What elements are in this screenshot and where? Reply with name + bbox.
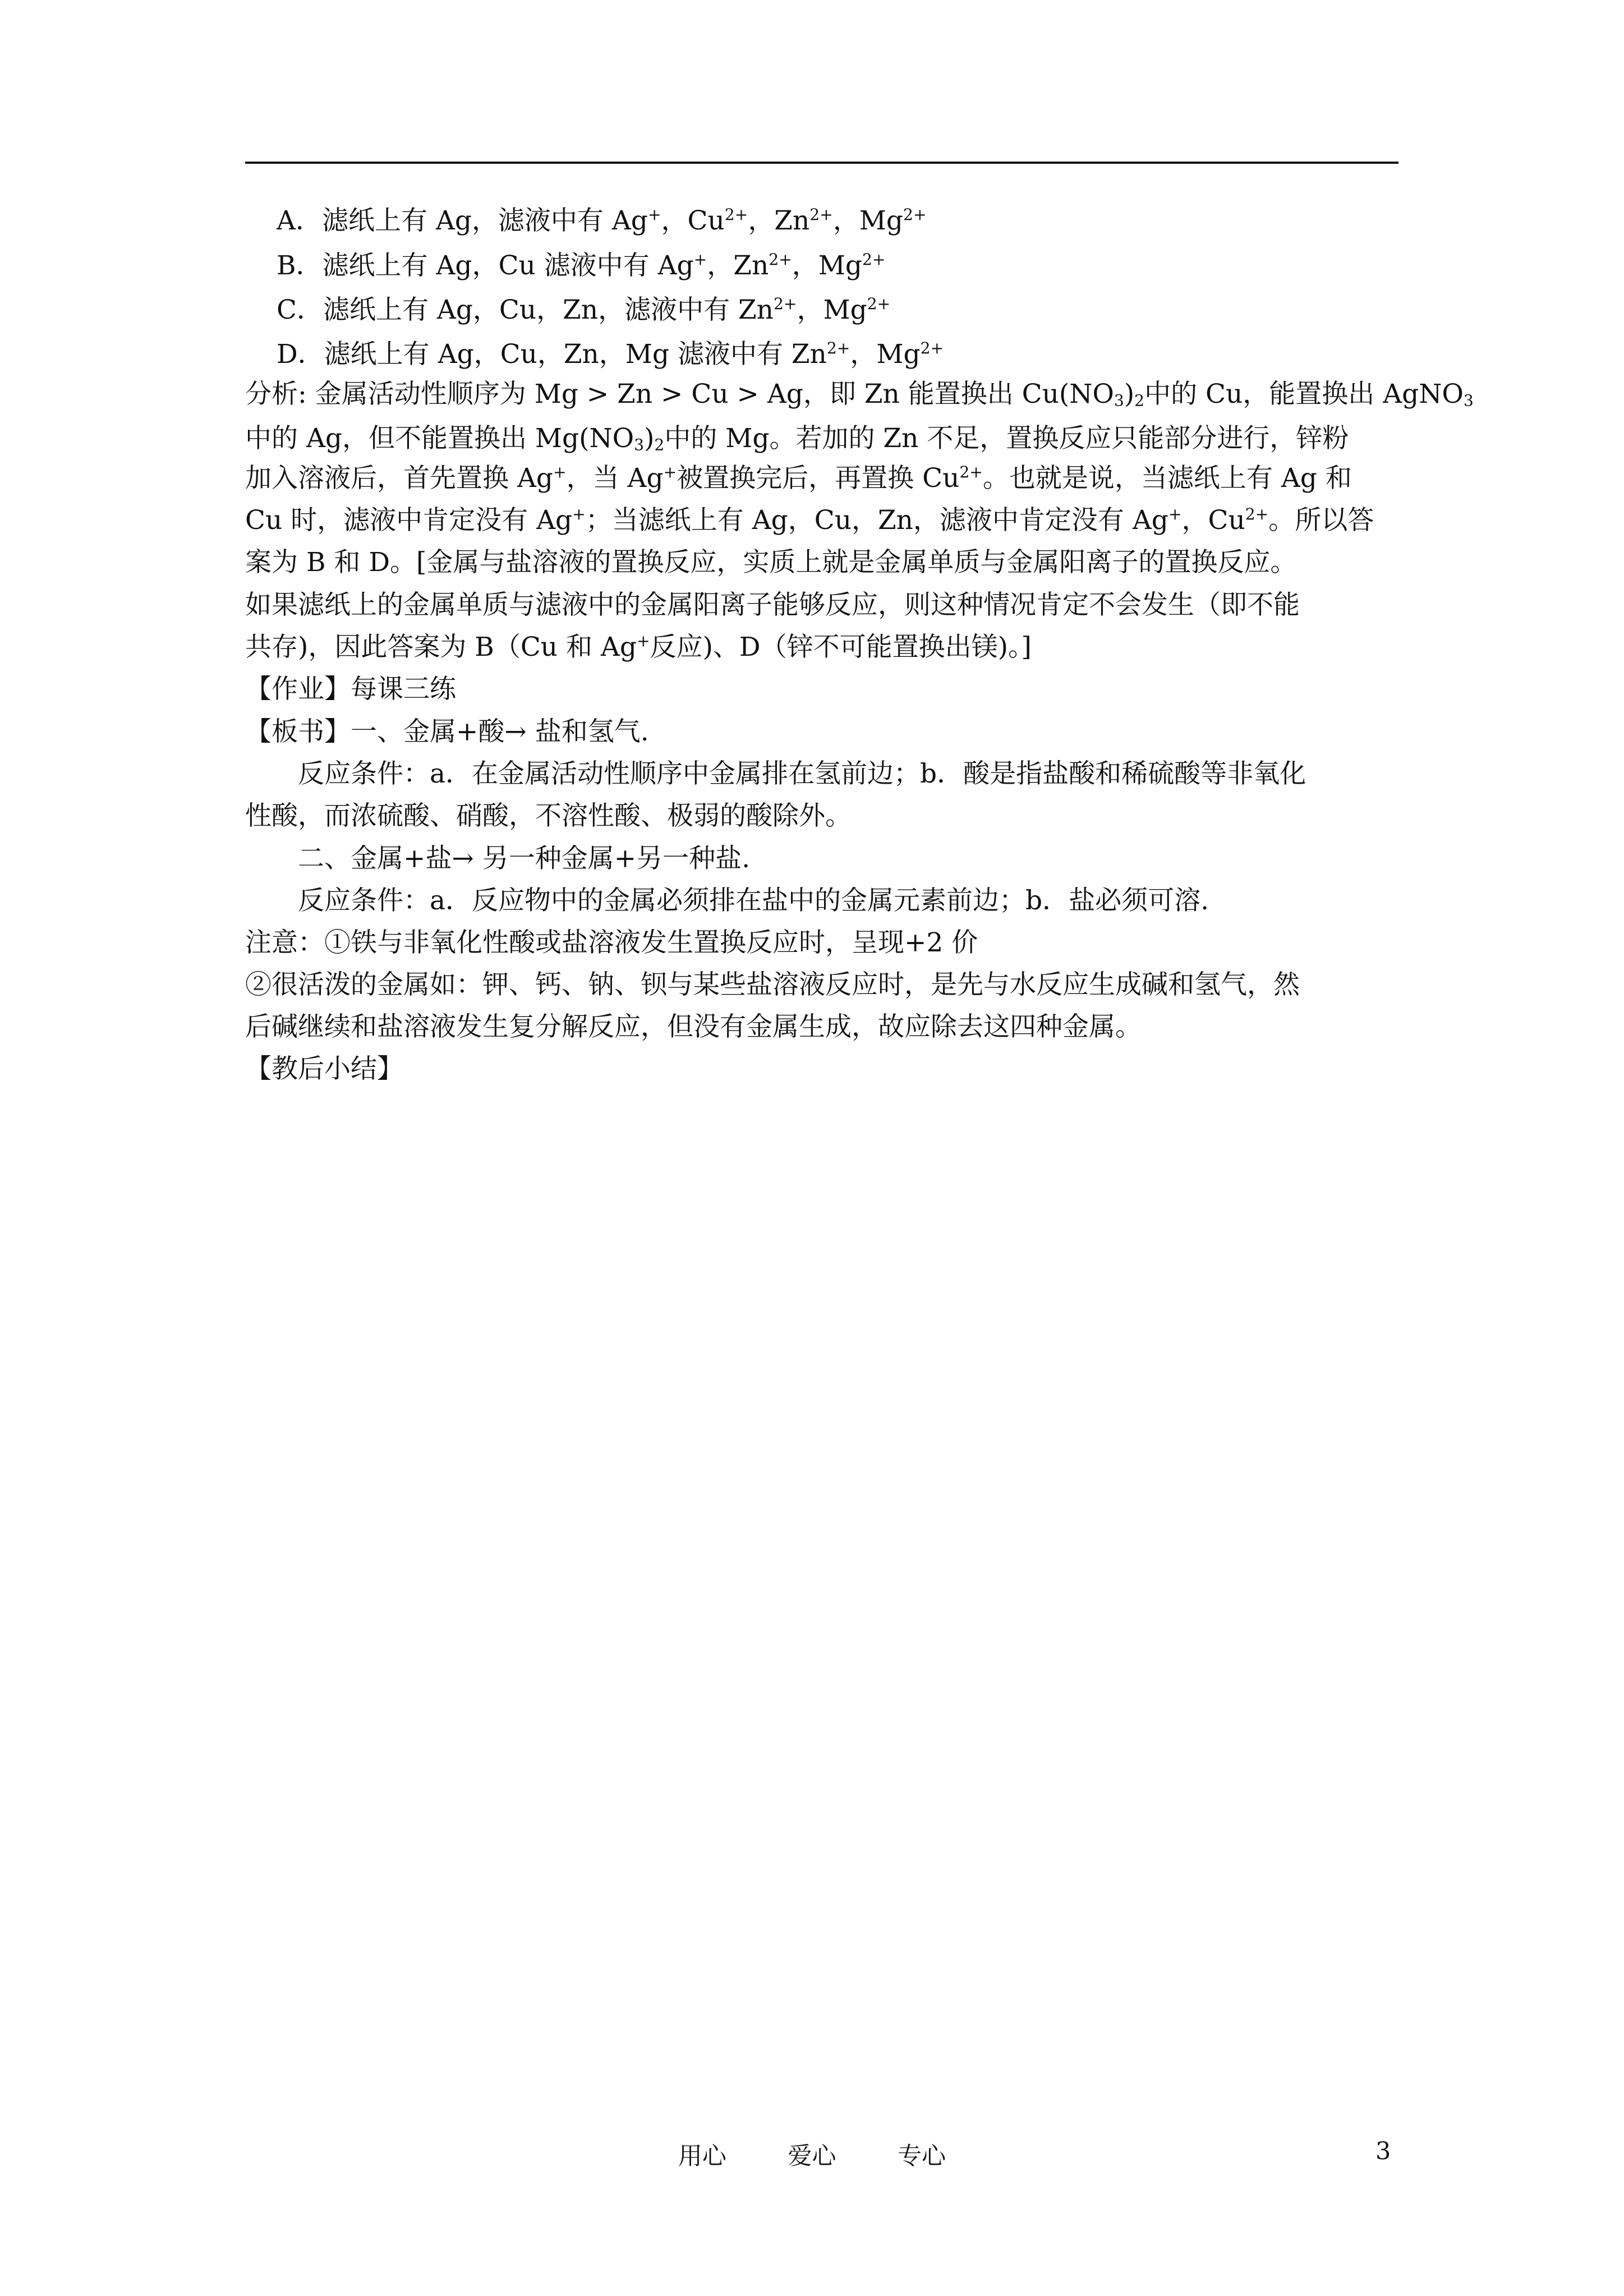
option-d: [277, 332, 944, 377]
subscript: 2: [1134, 391, 1145, 410]
footer-motto: 用心: [678, 2142, 726, 2170]
option-b-text: ，Zn: [707, 250, 769, 281]
option-c-text: ，Mg: [797, 295, 867, 325]
analysis-text: ；当滤纸上有 Ag，Cu，Zn，滤液中肯定没有 Ag: [585, 505, 1168, 536]
charge: 2+: [867, 295, 891, 314]
option-a-text: ，Mg: [832, 205, 904, 236]
option-b: [277, 243, 886, 288]
analysis-text: 共存)，因此答案为 B（Cu 和 Ag: [245, 632, 637, 662]
note-2-cont: 后碱继续和盐溶液发生复分解反应，但没有金属生成，故应除去这四种金属。: [245, 1011, 1142, 1042]
option-d-text: ，Mg: [850, 339, 921, 370]
analysis-text: ): [644, 423, 655, 454]
analysis-text: 中的 Cu，能置换出 AgNO: [1144, 379, 1464, 409]
board-heading: 【板书】一、金属+酸→ 盐和氢气.: [245, 716, 649, 747]
analysis-line-2: [245, 416, 1349, 461]
charge: +: [647, 205, 661, 224]
charge: 2+: [920, 339, 944, 358]
footer-motto: 爱心: [788, 2142, 836, 2170]
charge: 2+: [809, 205, 833, 224]
analysis-text: ，当 Ag: [566, 463, 664, 494]
subscript: 3: [1114, 391, 1124, 410]
board-item-2: 二、金属+盐→ 另一种金属+另一种盐.: [298, 843, 751, 874]
option-a-text: ，Cu: [661, 205, 725, 236]
analysis-line-6: 如果滤纸上的金属单质与滤液中的金属阳离子能够反应，则这种情况肯定不会发生（即不能: [245, 590, 1300, 620]
charge: 2+: [724, 205, 748, 224]
charge: 2+: [773, 295, 797, 314]
subscript: 3: [634, 435, 645, 454]
charge: +: [1168, 505, 1182, 524]
analysis-text: ): [1124, 379, 1135, 409]
analysis-text: Cu 时，滤液中肯定没有 Ag: [245, 505, 573, 536]
option-a-text: ，Zn: [748, 205, 810, 236]
summary-heading: 【教后小结】: [245, 1053, 403, 1084]
page-number: 3: [1375, 2137, 1391, 2165]
analysis-line-4: [245, 498, 1374, 543]
note-2: ②很活泼的金属如：钾、钙、钠、钡与某些盐溶液反应时，是先与水反应生成碱和氢气，然: [245, 969, 1300, 1000]
analysis-text: 加入溶液后，首先置换 Ag: [245, 463, 553, 494]
analysis-text: 中的 Mg。若加的 Zn 不足，置换反应只能部分进行，锌粉: [664, 423, 1349, 454]
board-condition-2: 反应条件：a．反应物中的金属必须排在盐中的金属元素前边；b．盐必须可溶.: [298, 885, 1209, 916]
analysis-text: 。所以答: [1268, 505, 1374, 536]
analysis-text: 。也就是说，当滤纸上有 Ag 和: [982, 463, 1352, 494]
charge: +: [663, 463, 677, 482]
option-c-text: C．滤纸上有 Ag，Cu，Zn，滤液中有 Zn: [277, 295, 774, 325]
analysis-text: 反应)、D（锌不可能置换出镁)。]: [650, 632, 1032, 662]
charge: 2+: [959, 463, 983, 482]
footer-motto: 专心: [898, 2142, 946, 2170]
option-d-text: D．滤纸上有 Ag，Cu，Zn，Mg 滤液中有 Zn: [277, 339, 827, 370]
charge: +: [693, 250, 707, 269]
analysis-text: ，Cu: [1181, 505, 1245, 536]
subscript: 2: [654, 435, 665, 454]
charge: 2+: [903, 205, 927, 224]
board-condition-1-cont: 性酸，而浓硫酸、硝酸，不溶性酸、极弱的酸除外。: [245, 800, 852, 831]
analysis-line-3: [245, 456, 1352, 501]
option-a-text: A．滤纸上有 Ag，滤液中有 Ag: [277, 205, 648, 236]
charge: 2+: [862, 250, 886, 269]
option-a: [277, 199, 927, 243]
charge: +: [636, 632, 650, 651]
charge: +: [553, 463, 567, 482]
option-b-text: ，Mg: [792, 250, 862, 281]
charge: 2+: [826, 339, 850, 358]
option-b-text: B．滤纸上有 Ag，Cu 滤液中有 Ag: [277, 250, 694, 281]
note-1: 注意：①铁与非氧化性酸或盐溶液发生置换反应时，呈现+2 价: [245, 927, 978, 958]
analysis-text: 被置换完后，再置换 Cu: [677, 463, 960, 494]
analysis-line-5: 案为 B 和 D。[金属与盐溶液的置换反应，实质上就是金属单质与金属阳离子的置换反应。: [245, 547, 1297, 578]
analysis-text: 分析: 金属活动性顺序为 Mg > Zn > Cu > Ag，即 Zn 能置换出 Cu(NO: [245, 379, 1114, 409]
charge: 2+: [769, 250, 792, 269]
homework-line: 【作业】每课三练: [245, 674, 456, 705]
charge: +: [572, 505, 586, 524]
analysis-line-1: [245, 372, 1474, 417]
board-condition-1: 反应条件：a．在金属活动性顺序中金属排在氢前边；b．酸是指盐酸和稀硫酸等非氧化: [298, 758, 1306, 789]
analysis-text: 中的 Ag，但不能置换出 Mg(NO: [245, 423, 634, 454]
header-rule: [245, 162, 1398, 164]
subscript: 3: [1463, 391, 1474, 410]
analysis-line-7: [245, 625, 1032, 670]
charge: 2+: [1245, 505, 1269, 524]
option-c: [277, 288, 890, 333]
